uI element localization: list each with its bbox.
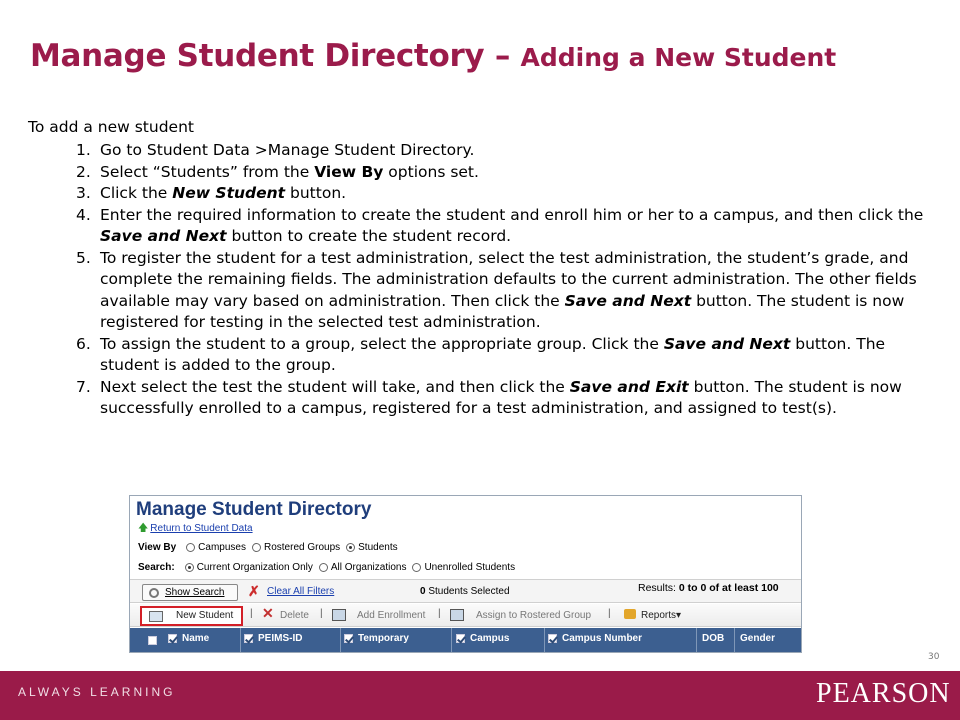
selected-count: 0 [420,586,426,597]
step-text: Select “Students” from the [100,162,315,181]
column-divider [340,628,341,653]
radio-current-org[interactable] [185,563,194,572]
add-enrollment-icon [332,609,346,621]
toolbar-separator: | [320,608,323,619]
column-divider [240,628,241,653]
radio-rostered-groups[interactable] [252,543,261,552]
magnifier-icon [149,588,159,598]
pearson-logo: PEARSON [816,678,951,709]
step-text: button. The student is now successfully enrolled to a campus, registered for a test administration, and assigned to test(s). [100,377,902,417]
column-campus-label: Campus [470,633,510,644]
students-selected [420,586,510,597]
radio-campuses[interactable] [186,543,195,552]
column-dob[interactable] [702,633,724,644]
column-temporary-label: Temporary [358,633,409,644]
slide-title [30,38,836,74]
new-student-label: New Student [176,610,234,621]
show-search-label: Show Search [165,587,225,598]
radio-all-orgs[interactable] [319,563,328,572]
assign-group-icon [450,609,464,621]
step-item [76,140,946,162]
intro-text: To add a new student [28,118,194,136]
column-name-label: Name [182,633,210,644]
column-campus[interactable] [456,633,509,644]
title-main: Manage Student Directory – [30,38,521,74]
step-emphasis: Save and Exit [569,377,689,396]
radio-current-org-label: Current Organization Only [196,562,313,573]
step-text: options set. [383,162,479,181]
directory-header: Manage Student Directory [136,499,372,520]
delete-icon: ✕ [262,605,274,621]
column-gender-label: Gender [740,633,776,644]
results-label: Results: [638,582,676,594]
step-item [76,205,946,248]
radio-unenrolled[interactable] [412,563,421,572]
radio-students-label: Students [358,542,398,553]
step-text: Next select the test the student will take, and then click the [100,377,570,396]
selected-label: Students Selected [428,586,510,597]
step-text: button. The student is now registered for testing in the selected test administration. [100,291,905,331]
column-name[interactable] [168,633,209,644]
step-text: To assign the student to a group, select the appropriate group. Click the [100,334,664,353]
clear-filter-icon: ✗ [248,583,260,599]
step-number: 7. [76,377,91,396]
step-item [76,183,946,205]
toolbar-separator: | [250,608,253,619]
page-number: 30 [928,652,940,662]
checkbox-icon [344,634,353,643]
search-row [138,562,515,573]
view-by-label: View By [138,542,177,553]
return-link-label: Return to Student Data [150,523,253,534]
add-enrollment-button[interactable]: Add Enrollment [357,610,426,621]
step-number: 2. [76,162,91,181]
new-student-button[interactable] [140,606,243,626]
step-text: button. The student is added to the group. [100,334,886,374]
steps-list [76,140,946,420]
column-temporary[interactable] [344,633,409,644]
select-all-checkbox[interactable] [148,636,162,645]
step-number: 6. [76,334,91,353]
table-header [130,628,802,653]
checkbox-icon [168,634,177,643]
step-number: 3. [76,184,91,202]
toolbar-separator: | [608,608,611,619]
step-emphasis: View By [314,162,384,181]
column-campus-number[interactable] [548,633,642,644]
column-campus-number-label: Campus Number [562,633,643,644]
checkbox-icon [148,636,157,645]
footer-bar [0,671,960,720]
step-text: Click the [100,184,173,202]
toolbar-separator: | [438,608,441,619]
step-item [76,248,946,334]
view-by-row [138,542,398,553]
column-peims-id-label: PEIMS-ID [258,633,303,644]
search-toolbar [130,579,802,603]
delete-button[interactable]: Delete [280,610,309,621]
return-link[interactable] [138,521,253,538]
radio-campuses-label: Campuses [198,542,246,553]
column-divider [734,628,735,653]
column-peims-id[interactable] [244,633,302,644]
column-gender[interactable] [740,633,775,644]
reports-icon [624,609,636,619]
step-number: 4. [76,205,91,224]
checkbox-icon [244,634,253,643]
step-text: button. [285,184,347,202]
new-student-icon [149,611,163,622]
action-toolbar [130,604,802,627]
title-sub: Adding a New Student [520,43,837,72]
step-emphasis: New Student [172,184,286,202]
step-item [76,162,946,184]
step-text: To register the student for a test administration, select the test administration, the student’s grade, and complete the remaining fields. The administration defaults to the current administration. The other fields available may vary based on administration. Then click the [100,248,917,310]
column-dob-label: DOB [702,633,725,644]
search-label: Search: [138,562,175,573]
checkbox-icon [548,634,557,643]
clear-all-filters-link[interactable]: Clear All Filters [267,586,335,597]
show-search-button[interactable] [142,584,238,601]
results-value: 0 to 0 of at least 100 [678,582,779,594]
column-divider [696,628,697,653]
reports-menu[interactable]: Reports▾ [641,610,682,621]
radio-all-orgs-label: All Organizations [330,562,407,573]
assign-group-button[interactable]: Assign to Rostered Group [476,610,592,621]
app-screenshot [129,495,802,653]
step-number: 5. [76,248,91,267]
column-divider [451,628,452,653]
results-count [638,582,779,594]
step-emphasis: Save and Next [663,334,791,353]
checkbox-icon [456,634,465,643]
radio-unenrolled-label: Unenrolled Students [424,562,516,573]
step-item [76,377,946,420]
step-number: 1. [76,141,91,159]
step-emphasis: Save and Next [100,227,227,245]
step-text: Enter the required information to create the student and enroll him or her to a campus, and then click the [100,205,924,224]
step-text: button to create the student record. [226,227,512,245]
step-item [76,334,946,377]
step-text: Go to Student Data >Manage Student Directory. [100,141,475,159]
step-emphasis: Save and Next [564,291,692,310]
column-divider [544,628,545,653]
radio-rostered-groups-label: Rostered Groups [263,542,341,553]
up-arrow-icon: 🡅 [138,523,149,534]
radio-students[interactable] [346,543,355,552]
footer-tagline: ALWAYS LEARNING [18,685,176,699]
